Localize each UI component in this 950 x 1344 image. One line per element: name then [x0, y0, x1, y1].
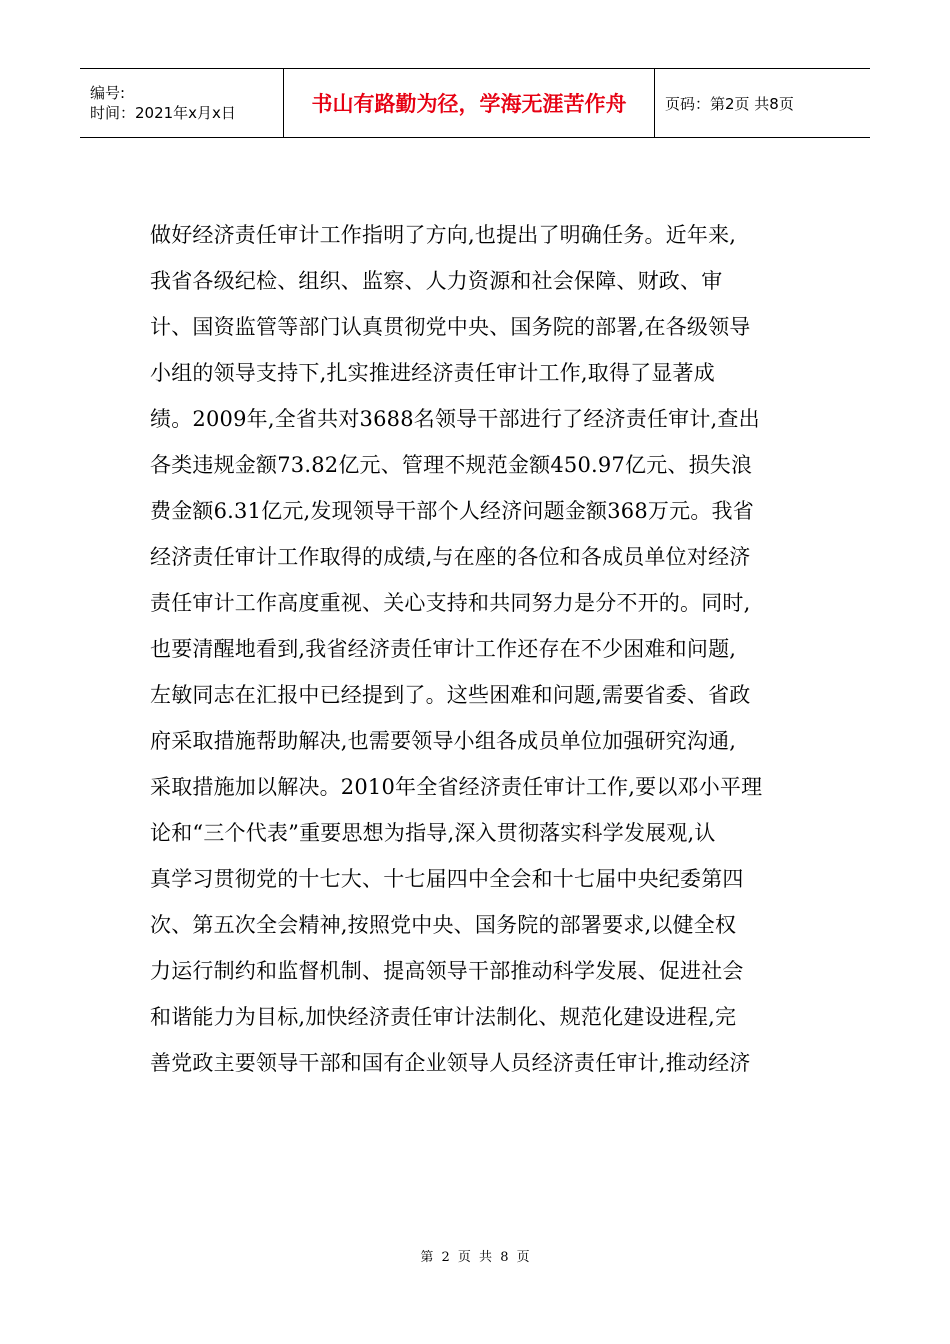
page-footer [0, 1246, 950, 1265]
body-line: 费金额6.31亿元,发现领导干部个人经济问题金额368万元。我省 [150, 499, 754, 523]
number-label: 编号: [90, 84, 126, 102]
body-line: 也要清醒地看到,我省经济责任审计工作还存在不少困难和问题, [150, 637, 737, 661]
body-line: 小组的领导支持下,扎实推进经济责任审计工作,取得了显著成 [150, 361, 715, 385]
body-line: 计、国资监管等部门认真贯彻党中央、国务院的部署,在各级领导 [150, 315, 751, 339]
body-line: 各类违规金额73.82亿元、管理不规范金额450.97亿元、损失浪 [150, 453, 753, 477]
document-header [80, 68, 870, 138]
body-line: 经济责任审计工作取得的成绩,与在座的各位和各成员单位对经济 [150, 545, 751, 569]
body-line: 善党政主要领导干部和国有企业领导人员经济责任审计,推动经济 [150, 1051, 751, 1075]
body-line: 责任审计工作高度重视、关心支持和共同努力是分不开的。同时, [150, 591, 751, 615]
body-line: 力运行制约和监督机制、提高领导干部推动科学发展、促进社会 [150, 959, 744, 983]
body-line: 做好经济责任审计工作指明了方向,也提出了明确任务。近年来, [150, 223, 737, 247]
body-line: 论和“三个代表”重要思想为指导,深入贯彻落实科学发展观,认 [150, 821, 716, 845]
body-line: 府采取措施帮助解决,也需要领导小组各成员单位加强研究沟通, [150, 729, 737, 753]
body-line: 左敏同志在汇报中已经提到了。这些困难和问题,需要省委、省政 [150, 683, 751, 707]
footer-page-number: 第 2 页 共 8 页 [420, 1250, 530, 1265]
motto-text: 书山有路勤为径，学海无涯苦作舟 [311, 92, 627, 116]
body-line: 次、第五次全会精神,按照党中央、国务院的部署要求,以健全权 [150, 913, 737, 937]
header-motto-cell [283, 69, 655, 137]
body-line: 采取措施加以解决。2010年全省经济责任审计工作,要以邓小平理 [150, 775, 763, 799]
time-label: 时间：2021年x月x日 [90, 104, 236, 122]
body-text [150, 212, 800, 1086]
body-line: 和谐能力为目标,加快经济责任审计法制化、规范化建设进程,完 [150, 1005, 737, 1029]
header-meta-cell [80, 69, 283, 137]
page-code: 页码：第2页 共8页 [665, 94, 794, 113]
body-line: 我省各级纪检、组织、监察、人力资源和社会保障、财政、审 [150, 269, 723, 293]
header-page-cell [655, 69, 870, 137]
body-line: 绩。2009年,全省共对3688名领导干部进行了经济责任审计,查出 [150, 407, 760, 431]
body-line: 真学习贯彻党的十七大、十七届四中全会和十七届中央纪委第四 [150, 867, 744, 891]
